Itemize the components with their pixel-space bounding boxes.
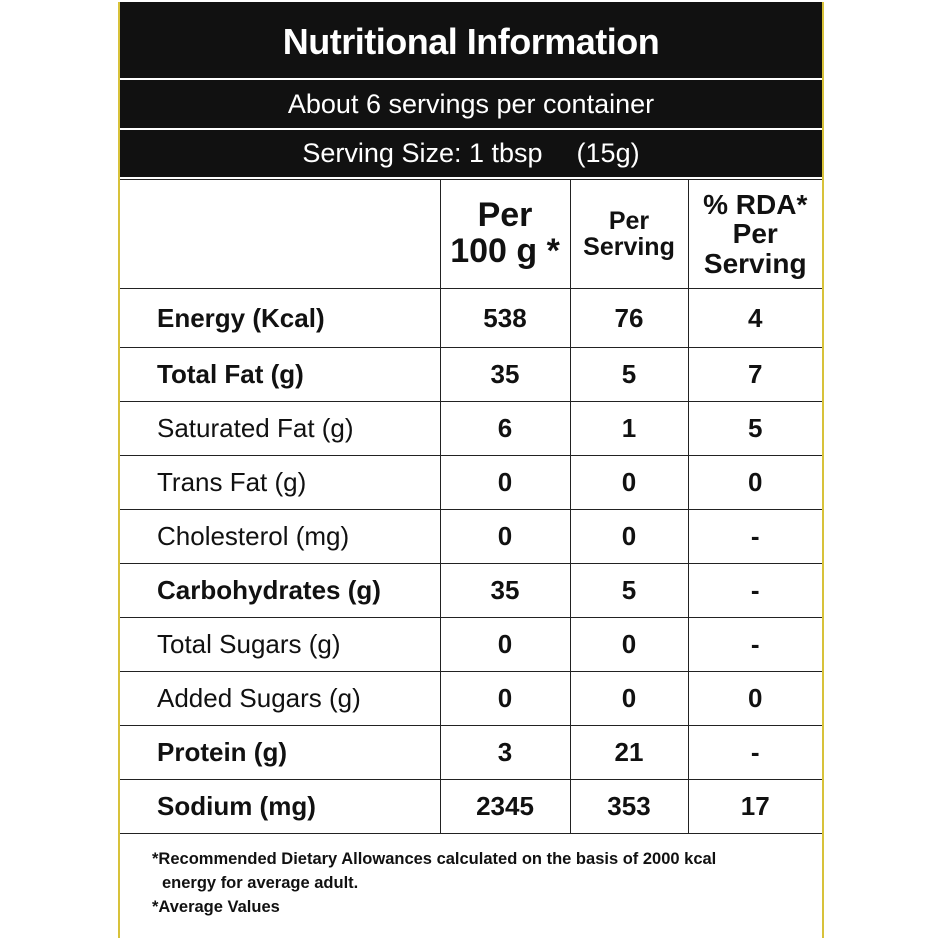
value-per-serving: 0: [570, 510, 688, 564]
nutrient-name: Energy (Kcal): [120, 289, 440, 348]
footnote-rda-continued: energy for average adult.: [152, 872, 812, 896]
table-row: [120, 456, 822, 510]
nutrient-name: Carbohydrates (g): [120, 564, 440, 618]
header-rda-line: % RDA*: [689, 190, 823, 219]
value-per-serving: 5: [570, 348, 688, 402]
value-rda: 4: [688, 289, 822, 348]
value-per-100g: 538: [440, 289, 570, 348]
value-per-serving: 0: [570, 456, 688, 510]
servings-per-container: About 6 servings per container: [120, 80, 822, 128]
header-rda: [688, 180, 822, 289]
header-rda-line: Per: [689, 219, 823, 248]
value-rda: -: [688, 510, 822, 564]
value-per-100g: 0: [440, 456, 570, 510]
table-row: [120, 564, 822, 618]
table-row: [120, 510, 822, 564]
header-per-100g-line: 100 g *: [441, 234, 570, 270]
nutrient-name: Protein (g): [120, 726, 440, 780]
value-per-100g: 0: [440, 510, 570, 564]
table-row: [120, 402, 822, 456]
value-per-serving: 21: [570, 726, 688, 780]
nutrition-label: [118, 2, 824, 938]
value-per-100g: 2345: [440, 780, 570, 834]
header-per-100g-line: Per: [441, 198, 570, 234]
label-title: Nutritional Information: [120, 2, 822, 78]
value-rda: -: [688, 726, 822, 780]
table-row: [120, 780, 822, 834]
footnote-average: *Average Values: [152, 896, 812, 920]
value-per-100g: 35: [440, 348, 570, 402]
value-per-100g: 0: [440, 672, 570, 726]
value-per-serving: 5: [570, 564, 688, 618]
header-per-serving: [570, 180, 688, 289]
value-rda: 0: [688, 672, 822, 726]
value-per-serving: 0: [570, 672, 688, 726]
value-rda: 5: [688, 402, 822, 456]
value-per-serving: 1: [570, 402, 688, 456]
value-per-serving: 76: [570, 289, 688, 348]
value-per-100g: 6: [440, 402, 570, 456]
nutrient-name: Cholesterol (mg): [120, 510, 440, 564]
header-rda-line: Serving: [689, 249, 823, 278]
footnotes: [120, 834, 822, 948]
table-row: [120, 618, 822, 672]
serving-size: [120, 130, 822, 177]
value-per-100g: 35: [440, 564, 570, 618]
value-rda: -: [688, 618, 822, 672]
nutrient-name: Total Sugars (g): [120, 618, 440, 672]
nutrient-name: Total Fat (g): [120, 348, 440, 402]
header-per-serving-line: Serving: [571, 234, 688, 260]
serving-size-label: Serving Size: 1 tbsp: [302, 130, 542, 177]
table-header-row: [120, 180, 822, 289]
nutrition-table: [120, 179, 822, 948]
value-per-serving: 0: [570, 618, 688, 672]
value-per-100g: 0: [440, 618, 570, 672]
value-rda: -: [688, 564, 822, 618]
value-rda: 0: [688, 456, 822, 510]
table-row: [120, 348, 822, 402]
table-row: [120, 289, 822, 348]
nutrient-name: Trans Fat (g): [120, 456, 440, 510]
header-nutrient: [120, 180, 440, 289]
table-row: [120, 672, 822, 726]
footnote-row: [120, 834, 822, 948]
nutrient-name: Added Sugars (g): [120, 672, 440, 726]
serving-size-grams: (15g): [577, 130, 640, 177]
header-per-100g: [440, 180, 570, 289]
value-per-100g: 3: [440, 726, 570, 780]
value-rda: 17: [688, 780, 822, 834]
nutrient-name: Sodium (mg): [120, 780, 440, 834]
value-per-serving: 353: [570, 780, 688, 834]
value-rda: 7: [688, 348, 822, 402]
table-row: [120, 726, 822, 780]
footnote-rda: *Recommended Dietary Allowances calculated on the basis of 2000 kcal: [152, 850, 716, 868]
nutrient-name: Saturated Fat (g): [120, 402, 440, 456]
header-per-serving-line: Per: [571, 208, 688, 234]
